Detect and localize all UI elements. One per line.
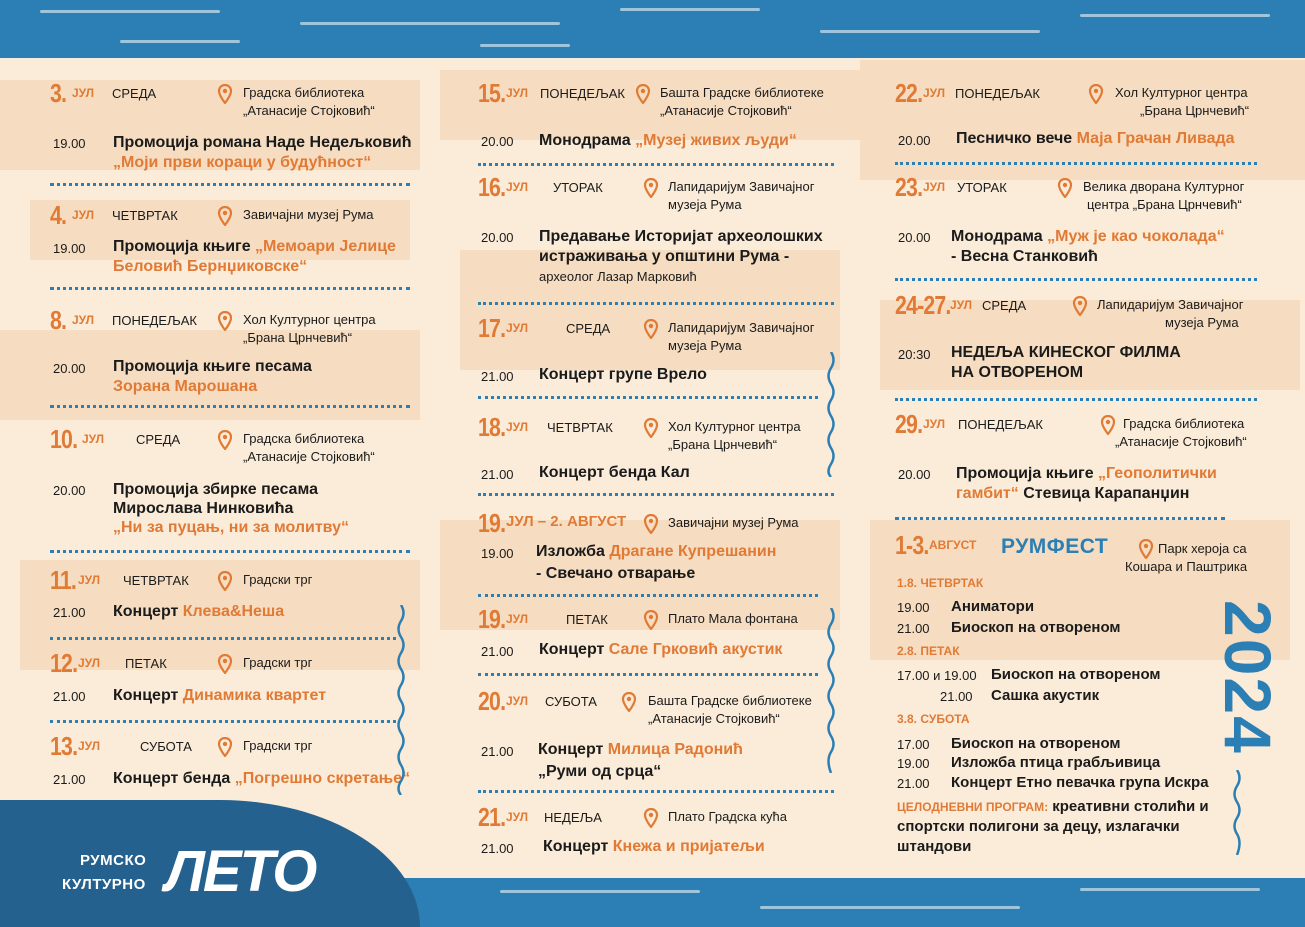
event-date: 19.: [478, 508, 506, 538]
event-venue: Завичајни музеј Рума: [668, 515, 799, 530]
map-pin-icon: [643, 319, 659, 339]
divider: [478, 594, 818, 597]
top-brush-band: [0, 0, 1305, 58]
event-title-line2: гамбит“ Стевица Карапанџин: [956, 485, 1190, 502]
event-time: 20.00: [53, 361, 86, 376]
event-date: 1-3.: [895, 530, 929, 560]
event-title-line2: Зорана Марошана: [113, 378, 258, 395]
divider: [478, 302, 834, 305]
map-pin-icon: [635, 84, 651, 104]
divider: [478, 396, 818, 399]
divider: [895, 398, 1257, 401]
all-day-program-line3: штандови: [897, 838, 972, 855]
event-venue-line2: музеја Рума: [668, 338, 742, 353]
wavy-divider: [396, 605, 406, 795]
map-pin-icon: [643, 808, 659, 828]
event-time: 20:30: [898, 347, 931, 362]
event-date: 18.: [478, 412, 506, 442]
event-weekday: СРЕДА: [982, 298, 1027, 313]
event-venue-line2: „Атанасије Стојковић“: [1115, 434, 1247, 449]
event-weekday: ЧЕТВРТАК: [547, 420, 613, 435]
event-weekday: ПОНЕДЕЉАК: [955, 86, 1040, 101]
wavy-divider: [826, 352, 836, 477]
event-date: 16.: [478, 172, 506, 202]
event-date: 8.: [50, 305, 67, 335]
program-item: Биоскоп на отвореном: [951, 619, 1121, 636]
wavy-divider: [826, 608, 836, 773]
event-date: 3.: [50, 78, 67, 108]
event-title: Монодрама „Муж је као чоколада“: [951, 228, 1225, 245]
all-day-program: ЦЕЛОДНЕВНИ ПРОГРАМ: креативни столићи и: [897, 798, 1209, 815]
event-time: 21.00: [481, 467, 514, 482]
event-time: 20.00: [898, 467, 931, 482]
event-date: 12.: [50, 648, 78, 678]
event-title-line2: Беловић Бернџиковске“: [113, 258, 308, 275]
map-pin-icon: [643, 418, 659, 438]
event-venue: Градски трг: [243, 572, 313, 587]
item-time: 21.00: [897, 776, 930, 791]
map-pin-icon: [217, 654, 233, 674]
event-venue: Парк хероја са: [1158, 541, 1247, 556]
event-month: ЈУЛ: [72, 86, 95, 100]
map-pin-icon: [217, 737, 233, 757]
event-title: Концерт Клева&Неша: [113, 603, 285, 620]
event-venue: Башта Градске библиотеке: [660, 85, 824, 100]
event-time: 19.00: [53, 241, 86, 256]
event-title: Промоција књиге „Мемоари Јелице: [113, 238, 396, 255]
event-venue: Хол Културног центра: [1115, 85, 1248, 100]
event-venue-line2: центра „Брана Црнчевић“: [1087, 197, 1242, 212]
event-venue: Лапидаријум Завичајног: [668, 179, 815, 194]
event-title: Промоција књиге песама: [113, 358, 312, 375]
item-time: 21.00: [897, 621, 930, 636]
event-time: 21.00: [53, 772, 86, 787]
day-header: 1.8. ЧЕТВРТАК: [897, 576, 984, 590]
divider: [50, 183, 410, 186]
program-item: Биоскоп на отвореном: [951, 735, 1121, 752]
divider: [50, 405, 410, 408]
event-title: Промоција романа Наде Недељковић: [113, 134, 412, 151]
event-weekday: СУБОТА: [545, 694, 597, 709]
map-pin-icon: [217, 84, 233, 104]
event-title: Концерт Кнежа и пријатељи: [543, 838, 765, 855]
event-title-line2: НА ОТВОРЕНОМ: [951, 364, 1084, 381]
event-time: 21.00: [481, 841, 514, 856]
event-venue: Плато Градска кућа: [668, 809, 787, 824]
divider: [478, 790, 834, 793]
event-weekday: ПЕТАК: [566, 612, 608, 627]
item-time: 19.00: [897, 756, 930, 771]
event-time: 20.00: [898, 230, 931, 245]
program-item: Биоскоп на отвореном: [991, 666, 1161, 683]
event-date: 22.: [895, 78, 923, 108]
program-item: Концерт Етно певачка група Искра: [951, 774, 1209, 791]
event-title-line2: - Свечано отварање: [536, 565, 696, 582]
event-title-line2: - Весна Станковић: [951, 248, 1098, 265]
event-weekday: СУБОТА: [140, 739, 192, 754]
event-month: ЈУЛ: [506, 180, 529, 194]
event-month: ЈУЛ: [78, 573, 101, 587]
event-venue: Лапидаријум Завичајног: [1097, 297, 1244, 312]
event-title: Промоција књиге „Геополитички: [956, 465, 1217, 482]
event-venue-line2: „Атанасије Стојковић“: [243, 449, 375, 464]
event-subtitle: археолог Лазар Марковић: [539, 269, 697, 284]
event-venue: Градски трг: [243, 655, 313, 670]
event-time: 21.00: [481, 644, 514, 659]
event-month: АВГУСТ: [929, 538, 977, 552]
event-title: Монодрама „Музеј живих људи“: [539, 132, 797, 149]
event-date: 15.: [478, 78, 506, 108]
program-item: Аниматори: [951, 598, 1035, 615]
event-date: 29.: [895, 409, 923, 439]
event-venue-line2: Кошара и Паштрика: [1125, 559, 1248, 574]
item-time: 17.00: [897, 737, 930, 752]
logo-wordmark: ЛЕТО: [165, 839, 316, 904]
event-time: 21.00: [53, 605, 86, 620]
event-venue-line2: „Атанасије Стојковић“: [660, 103, 792, 118]
event-weekday: ПОНЕДЕЉАК: [540, 86, 625, 101]
event-month: ЈУЛ: [950, 298, 973, 312]
item-time: 21.00: [940, 689, 973, 704]
map-pin-icon: [643, 610, 659, 630]
event-month: ЈУЛ: [506, 321, 529, 335]
event-title: Концерт бенда „Погрешно скретање“: [113, 770, 411, 787]
event-month: ЈУЛ – 2. АВГУСТ: [506, 513, 627, 530]
event-date: 24-27.: [895, 290, 951, 320]
event-title: Концерт Динамика квартет: [113, 687, 327, 704]
event-title: Концерт Милица Радонић: [538, 741, 743, 758]
event-venue-line2: „Атанасије Стојковић“: [243, 103, 375, 118]
event-time: 20.00: [481, 134, 514, 149]
program-item: Сашка акустик: [991, 687, 1100, 704]
event-weekday: УТОРАК: [553, 180, 603, 195]
divider: [895, 278, 1257, 281]
event-month: ЈУЛ: [506, 420, 529, 434]
event-month: ЈУЛ: [506, 694, 529, 708]
festival-name: РУМФЕСТ: [1001, 535, 1109, 558]
divider: [50, 720, 396, 723]
event-month: ЈУЛ: [82, 432, 105, 446]
event-month: ЈУЛ: [923, 180, 946, 194]
event-date: 23.: [895, 172, 923, 202]
event-venue-line2: „Брана Црнчевић“: [668, 437, 778, 452]
event-weekday: ПЕТАК: [125, 656, 167, 671]
event-time: 21.00: [53, 689, 86, 704]
program-item: Изложба птица грабљивица: [951, 754, 1161, 771]
event-month: ЈУЛ: [78, 739, 101, 753]
event-venue-line2: музеја Рума: [668, 197, 742, 212]
map-pin-icon: [643, 178, 659, 198]
event-weekday: ПОНЕДЕЉАК: [112, 313, 197, 328]
event-month: ЈУЛ: [78, 656, 101, 670]
event-month: ЈУЛ: [506, 86, 529, 100]
event-time: 20.00: [481, 230, 514, 245]
event-month: ЈУЛ: [72, 313, 95, 327]
event-month: ЈУЛ: [506, 612, 529, 626]
event-title-line2: „Моји први кораци у будућност“: [113, 154, 372, 171]
event-venue: Хол Културног центра: [243, 312, 376, 327]
divider: [50, 287, 410, 290]
event-time: 21.00: [481, 369, 514, 384]
day-header: 2.8. ПЕТАК: [897, 644, 960, 658]
map-pin-icon: [1100, 415, 1116, 435]
event-date: 11.: [50, 565, 77, 595]
event-weekday: ПОНЕДЕЉАК: [958, 417, 1043, 432]
map-pin-icon: [621, 692, 637, 712]
event-venue-line2: „Брана Црнчевић“: [243, 330, 353, 345]
event-month: ЈУЛ: [72, 208, 95, 222]
map-pin-icon: [643, 514, 659, 534]
divider: [895, 162, 1257, 165]
event-venue-line2: музеја Рума: [1165, 315, 1239, 330]
divider: [50, 637, 396, 640]
event-title-line2: „Руми од срца“: [538, 763, 662, 780]
event-venue: Башта Градске библиотеке: [648, 693, 812, 708]
event-title: Песничко вече Маја Грачан Ливада: [956, 130, 1235, 147]
map-pin-icon: [217, 311, 233, 331]
event-date: 21.: [478, 802, 506, 832]
divider: [50, 550, 410, 553]
map-pin-icon: [217, 430, 233, 450]
event-time: 19.00: [53, 136, 86, 151]
event-date: 20.: [478, 686, 506, 716]
event-venue: Плато Мала фонтана: [668, 611, 798, 626]
divider: [478, 493, 834, 496]
event-date: 19.: [478, 604, 506, 634]
event-weekday: ЧЕТВРТАК: [123, 573, 189, 588]
item-time: 19.00: [897, 600, 930, 615]
event-date: 4.: [50, 200, 67, 230]
item-time: 17.00 и 19.00: [897, 668, 977, 683]
event-month: ЈУЛ: [923, 417, 946, 431]
event-title: НЕДЕЉА КИНЕСКОГ ФИЛМА: [951, 344, 1181, 361]
event-date: 10.: [50, 424, 78, 454]
event-weekday: СРЕДА: [136, 432, 181, 447]
event-venue: Градски трг: [243, 738, 313, 753]
event-weekday: НЕДЕЉА: [544, 810, 602, 825]
event-title: Промоција збирке песама: [113, 481, 318, 498]
all-day-program-line2: спортски полигони за децу, излагачки: [897, 818, 1180, 835]
event-time: 21.00: [481, 744, 514, 759]
event-weekday: СРЕДА: [566, 321, 611, 336]
map-pin-icon: [1057, 178, 1073, 198]
event-title: Предавање Историјат археолошких: [539, 228, 823, 245]
event-venue: Градска библиотека: [243, 431, 365, 446]
event-weekday: УТОРАК: [957, 180, 1007, 195]
event-time: 20.00: [53, 483, 86, 498]
event-venue: Хол Културног центра: [668, 419, 801, 434]
map-pin-icon: [217, 206, 233, 226]
event-month: ЈУЛ: [923, 86, 946, 100]
map-pin-icon: [217, 571, 233, 591]
event-title-line2: Мирослава Нинковића: [113, 500, 294, 517]
event-venue: Завичајни музеј Рума: [243, 207, 374, 222]
event-month: ЈУЛ: [506, 810, 529, 824]
wavy-divider: [1232, 770, 1242, 855]
logo-line2: КУЛТУРНО: [62, 876, 146, 893]
event-date: 17.: [478, 313, 506, 343]
event-venue: Градска библиотека: [243, 85, 365, 100]
day-header: 3.8. СУБОТА: [897, 712, 970, 726]
event-title: Концерт бенда Кал: [539, 464, 690, 481]
event-title-line3: „Ни за пуцањ, ни за молитву“: [113, 519, 350, 536]
divider: [478, 673, 818, 676]
event-title: Концерт групе Врело: [539, 366, 707, 383]
event-date: 13.: [50, 731, 78, 761]
map-pin-icon: [1088, 84, 1104, 104]
map-pin-icon: [1072, 296, 1088, 316]
map-pin-icon: [1138, 539, 1154, 559]
event-time: 20.00: [898, 133, 931, 148]
event-weekday: ЧЕТВРТАК: [112, 208, 178, 223]
event-venue: Велика дворана Културног: [1083, 179, 1245, 194]
event-title: Концерт Сале Грковић акустик: [539, 641, 783, 658]
event-venue: Градска библиотека: [1123, 416, 1245, 431]
event-title-line2: истраживања у општини Рума -: [539, 248, 790, 265]
logo-line1: РУМСКО: [80, 852, 147, 869]
divider: [478, 163, 834, 166]
event-venue: Лапидаријум Завичајног: [668, 320, 815, 335]
year-vertical: 2024: [1211, 600, 1285, 755]
event-time: 19.00: [481, 546, 514, 561]
event-venue-line2: „Брана Црнчевић“: [1140, 103, 1250, 118]
event-weekday: СРЕДА: [112, 86, 157, 101]
event-venue-line2: „Атанасије Стојковић“: [648, 711, 780, 726]
event-title: Изложба Драгане Купрешанин: [536, 543, 777, 560]
divider: [895, 517, 1225, 520]
